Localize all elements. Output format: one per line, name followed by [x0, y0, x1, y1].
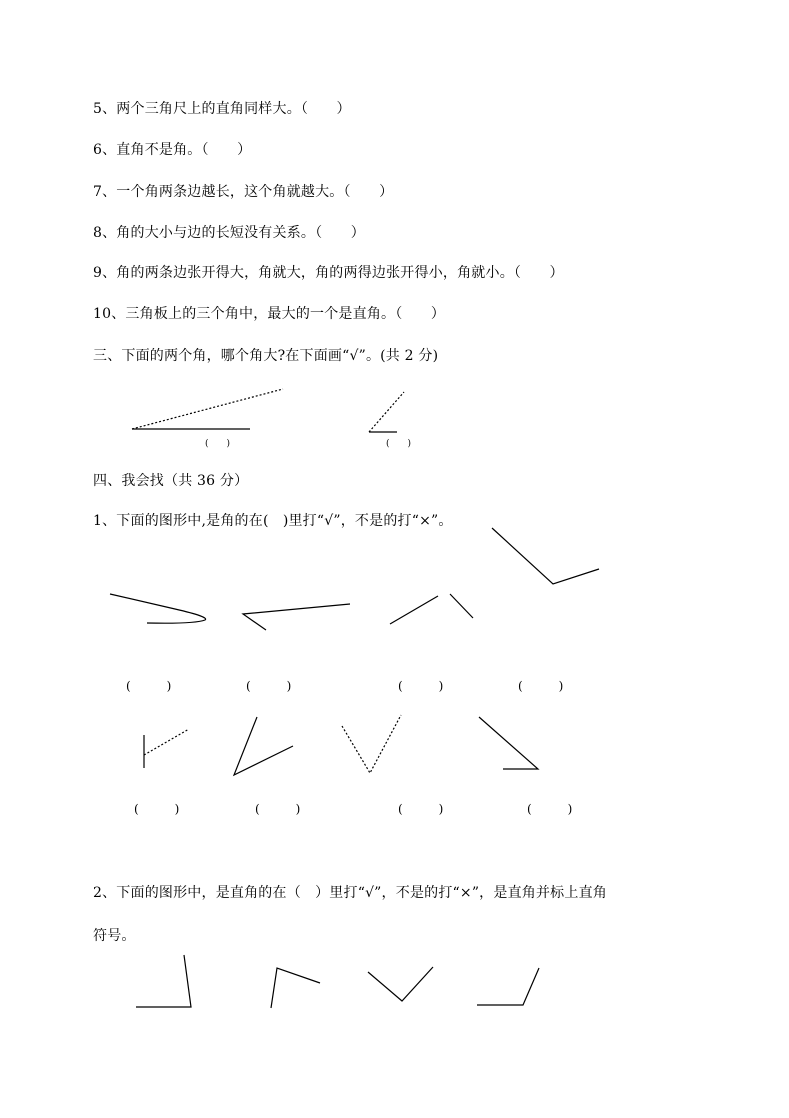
section-4-heading: 四、我会找（共 36 分）	[93, 473, 249, 489]
q1-row1-figure-2	[243, 604, 350, 630]
judgement-item-8: 8、角的大小与边的长短没有关系。（ ）	[93, 225, 365, 241]
q1-row2-bracket-1[interactable]: ( )	[134, 802, 180, 816]
section-4-q2-text-line2: 符号。	[93, 928, 136, 944]
q1-row1-bracket-1[interactable]: ( )	[126, 679, 172, 693]
q1-row1-bracket-2[interactable]: ( )	[246, 679, 292, 693]
q1-row2-bracket-2[interactable]: ( )	[255, 802, 301, 816]
q2-figure-3	[368, 967, 433, 1001]
section-3-angle-right	[369, 392, 404, 432]
q1-row2-figure-3	[342, 715, 401, 773]
q1-row1-figure-3-open	[390, 594, 473, 624]
q1-row2-bracket-3[interactable]: ( )	[398, 802, 444, 816]
section-3-heading: 三、下面的两个角，哪个角大?在下面画“√”。(共 2 分)	[93, 348, 439, 364]
q1-row1-bracket-3[interactable]: ( )	[398, 679, 444, 693]
judgement-item-9: 9、角的两条边张开得大，角就大，角的两得边张开得小，角就小。（ ）	[93, 265, 564, 281]
judgement-item-6: 6、直角不是角。（ ）	[93, 142, 252, 158]
judgement-item-10: 10、三角板上的三个角中，最大的一个是直角。（ ）	[93, 306, 446, 322]
q1-row2-figure-2	[234, 717, 293, 775]
q1-figure-top-right	[492, 528, 599, 584]
judgement-item-5: 5、两个三角尺上的直角同样大。（ ）	[93, 101, 351, 117]
section-4-q1-text: 1、下面的图形中,是角的在( )里打“√”，不是的打“×”。	[93, 513, 453, 529]
section-3-bracket-left[interactable]: ( )	[205, 439, 231, 449]
section-3-angle-left	[132, 389, 283, 429]
q1-row1-bracket-4[interactable]: ( )	[518, 679, 564, 693]
q1-row2-figure-1	[144, 729, 189, 768]
section-4-q2-text-line1: 2、下面的图形中，是直角的在（ ）里打“√”，不是的打“×”，是直角并标上直角	[93, 885, 607, 901]
q2-figure-4	[477, 968, 539, 1005]
q1-row2-figure-4	[479, 717, 538, 769]
section-3-bracket-right[interactable]: ( )	[386, 439, 412, 449]
q1-row1-figure-1-curved	[110, 594, 206, 623]
q2-figure-2	[271, 968, 320, 1008]
q1-row2-bracket-4[interactable]: ( )	[527, 802, 573, 816]
q2-figure-1	[136, 955, 191, 1007]
judgement-item-7: 7、一个角两条边越长，这个角就越大。（ ）	[93, 184, 394, 200]
